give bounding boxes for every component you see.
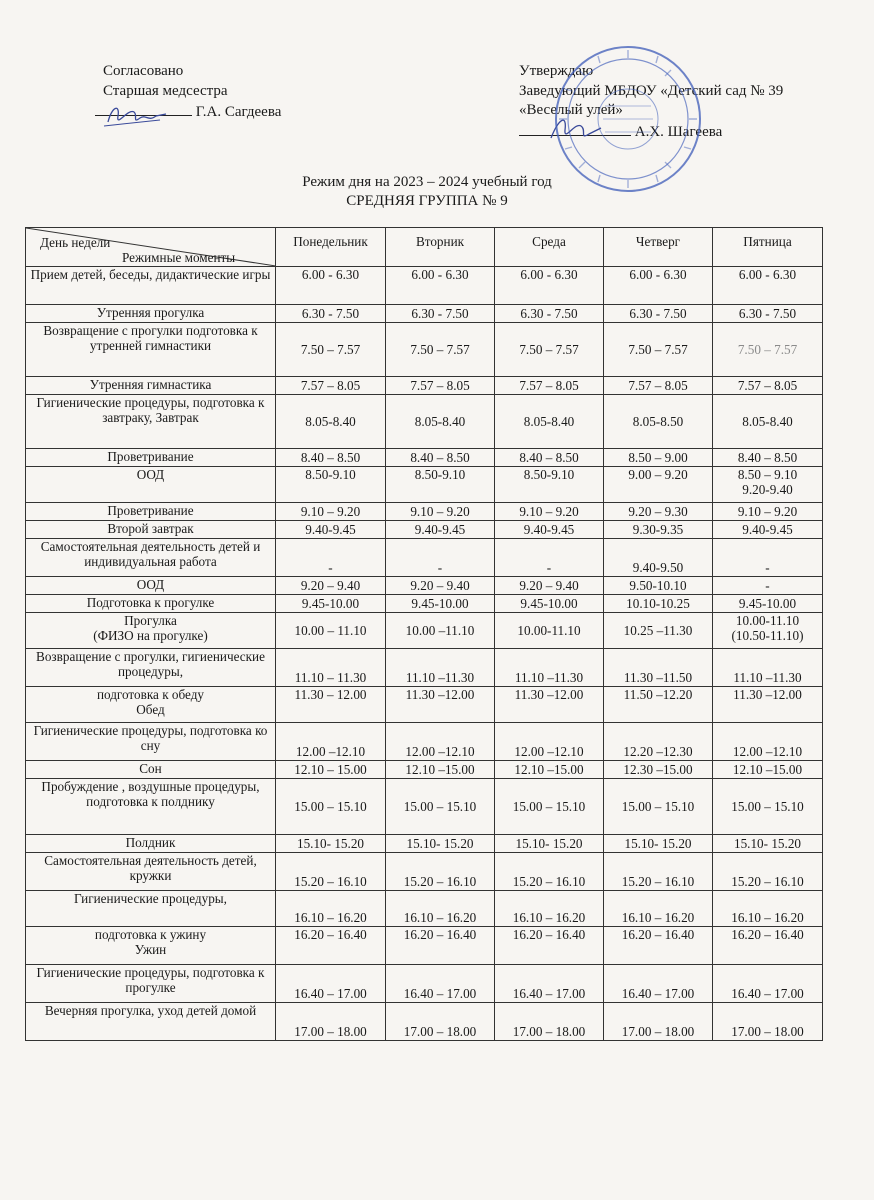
time-cell: 11.30 – 12.00 [276, 687, 386, 723]
table-row [26, 779, 823, 835]
time-cell: 11.30 –12.00 [495, 687, 604, 723]
approval-right-name: А.Х. Шагеева [634, 123, 723, 140]
time-cell: 8.50-9.10 [276, 467, 386, 503]
time-cell: 16.40 – 17.00 [713, 965, 823, 1003]
time-cell: 16.10 – 16.20 [495, 891, 604, 927]
time-cell: 9.40-9.45 [276, 521, 386, 539]
moment-cell: Гигиенические процедуры, подготовка ко сну [26, 723, 276, 761]
table-row [26, 503, 823, 521]
time-cell: 9.45-10.00 [386, 595, 495, 613]
table-row [26, 395, 823, 449]
time-cell: 15.00 – 15.10 [386, 779, 495, 835]
time-cell: 15.00 – 15.10 [713, 779, 823, 835]
table-row [26, 323, 823, 377]
time-cell: 9.45-10.00 [276, 595, 386, 613]
official-stamp-icon [553, 44, 703, 194]
time-cell: 12.10 –15.00 [713, 761, 823, 779]
moment-cell: Сон [26, 761, 276, 779]
time-cell: 7.50 – 7.57 [495, 323, 604, 377]
time-cell: 16.10 – 16.20 [604, 891, 713, 927]
moment-cell: Самостоятельная деятельность детей и индивидуальная работа [26, 539, 276, 577]
moment-cell: Проветривание [26, 449, 276, 467]
time-cell: 12.00 –12.10 [495, 723, 604, 761]
time-cell: 6.30 - 7.50 [276, 305, 386, 323]
time-cell: 9.20 – 9.40 [386, 577, 495, 595]
time-cell: 8.05-8.40 [495, 395, 604, 449]
time-cell: 12.00 –12.10 [713, 723, 823, 761]
moment-text-extra: Ужин [134, 942, 167, 957]
approval-right-role: Заведующий МБДОУ «Детский сад № 39 [519, 82, 784, 99]
moment-cell: Гигиенические процедуры, [26, 891, 276, 927]
table-row [26, 595, 823, 613]
day-header: Среда [495, 228, 604, 267]
time-cell: 15.10- 15.20 [276, 835, 386, 853]
table-row [26, 521, 823, 539]
time-cell: 16.10 – 16.20 [713, 891, 823, 927]
moment-text: Прогулка [124, 613, 177, 628]
time-cell: 6.00 - 6.30 [276, 267, 386, 305]
time-cell: 16.20 – 16.40 [276, 927, 386, 965]
time-cell: 8.50-9.10 [386, 467, 495, 503]
day-header: Четверг [604, 228, 713, 267]
time-cell: 15.10- 15.20 [386, 835, 495, 853]
time-cell: 15.20 – 16.10 [713, 853, 823, 891]
time-cell: 15.10- 15.20 [495, 835, 604, 853]
time-cell: 6.30 - 7.50 [604, 305, 713, 323]
time-cell: 9.40-9.45 [386, 521, 495, 539]
time-cell: 12.10 – 15.00 [276, 761, 386, 779]
table-row [26, 891, 823, 927]
time-cell: 17.00 – 18.00 [386, 1003, 495, 1041]
time-cell: 6.30 - 7.50 [495, 305, 604, 323]
moment-text: подготовка к ужину [94, 927, 207, 942]
moment-cell: Возвращение с прогулки, гигиенические процедуры, [26, 649, 276, 687]
time-cell: 12.00 –12.10 [276, 723, 386, 761]
time-cell: 11.10 –11.30 [386, 649, 495, 687]
moment-cell: Проветривание [26, 503, 276, 521]
time-cell: 9.30-9.35 [604, 521, 713, 539]
table-row [26, 449, 823, 467]
time-value-extra: (10.50-11.10) [731, 628, 804, 643]
time-cell: 15.20 – 16.10 [276, 853, 386, 891]
time-value: 8.50 – 9.10 [737, 467, 798, 482]
moment-cell: Гигиенические процедуры, подготовка к прогулке [26, 965, 276, 1003]
time-cell: 11.10 –11.30 [713, 649, 823, 687]
time-cell: 16.20 – 16.40 [495, 927, 604, 965]
moment-text-extra: Обед [136, 702, 165, 717]
time-cell: 7.57 – 8.05 [386, 377, 495, 395]
table-row [26, 613, 823, 649]
time-cell: 6.30 - 7.50 [386, 305, 495, 323]
time-cell: 7.57 – 8.05 [713, 377, 823, 395]
time-value: 10.00-11.10 [735, 613, 800, 628]
time-cell: 6.00 - 6.30 [386, 267, 495, 305]
time-cell: 8.05-8.40 [386, 395, 495, 449]
time-cell: 11.10 – 11.30 [276, 649, 386, 687]
time-cell: 10.10-10.25 [604, 595, 713, 613]
time-cell: 15.20 – 16.10 [495, 853, 604, 891]
time-cell: 11.50 –12.20 [604, 687, 713, 723]
time-cell: 7.57 – 8.05 [495, 377, 604, 395]
table-header-row [26, 228, 823, 267]
moment-cell: Прием детей, беседы, дидактические игры [26, 267, 276, 305]
time-cell: 15.10- 15.20 [604, 835, 713, 853]
time-cell: - [495, 539, 604, 577]
corner-cell [26, 228, 276, 267]
time-cell: 8.40 – 8.50 [276, 449, 386, 467]
table-row [26, 1003, 823, 1041]
time-cell: 8.40 – 8.50 [495, 449, 604, 467]
moment-cell: ООД [26, 577, 276, 595]
table-row [26, 927, 823, 965]
time-cell: 16.20 – 16.40 [713, 927, 823, 965]
time-cell [713, 613, 823, 649]
moment-cell: Гигиенические процедуры, подготовка к завтраку, Завтрак [26, 395, 276, 449]
time-cell: 10.25 –11.30 [604, 613, 713, 649]
approval-right-org: «Веселый улей» [519, 102, 623, 118]
corner-bottom-label: Режимные моменты [122, 250, 236, 265]
time-cell: 16.20 – 16.40 [604, 927, 713, 965]
time-cell: - [276, 539, 386, 577]
time-cell: 9.50-10.10 [604, 577, 713, 595]
time-cell: 9.10 – 9.20 [495, 503, 604, 521]
time-cell: 8.05-8.40 [713, 395, 823, 449]
moment-cell: Самостоятельная деятельность детей, кружки [26, 853, 276, 891]
time-cell: 16.40 – 17.00 [604, 965, 713, 1003]
table-row [26, 687, 823, 723]
moment-cell: Второй завтрак [26, 521, 276, 539]
time-cell: 6.00 - 6.30 [713, 267, 823, 305]
moment-cell [26, 613, 276, 649]
approval-left-role: Старшая медсестра [103, 82, 228, 99]
table-row [26, 649, 823, 687]
corner-top-label: День недели [40, 235, 111, 250]
time-cell: 9.20 – 9.40 [495, 577, 604, 595]
time-cell: 8.50 – 9.00 [604, 449, 713, 467]
time-cell: 17.00 – 18.00 [495, 1003, 604, 1041]
time-cell: 9.20 – 9.30 [604, 503, 713, 521]
time-cell: 11.30 –12.00 [386, 687, 495, 723]
table-row [26, 835, 823, 853]
document-subtitle: СРЕДНЯЯ ГРУППА № 9 [346, 193, 508, 209]
time-cell: 15.20 – 16.10 [386, 853, 495, 891]
time-cell: 9.20 – 9.40 [276, 577, 386, 595]
time-cell: 11.30 –12.00 [713, 687, 823, 723]
moment-cell: ООД [26, 467, 276, 503]
time-cell: 16.10 – 16.20 [276, 891, 386, 927]
time-cell: 9.10 – 9.20 [713, 503, 823, 521]
table-row [26, 377, 823, 395]
time-cell: 17.00 – 18.00 [604, 1003, 713, 1041]
time-cell: 9.45-10.00 [713, 595, 823, 613]
approval-right-title: Утверждаю [519, 63, 594, 79]
moment-cell: Пробуждение , воздушные процедуры, подготовка к полднику [26, 779, 276, 835]
time-cell: 12.30 –15.00 [604, 761, 713, 779]
time-cell: 9.40-9.45 [495, 521, 604, 539]
time-cell: 8.50-9.10 [495, 467, 604, 503]
day-header: Вторник [386, 228, 495, 267]
time-cell: 16.40 – 17.00 [276, 965, 386, 1003]
time-cell: 6.00 - 6.30 [604, 267, 713, 305]
time-cell: 7.57 – 8.05 [604, 377, 713, 395]
time-cell: 11.30 –11.50 [604, 649, 713, 687]
time-cell: 15.20 – 16.10 [604, 853, 713, 891]
time-cell: 16.10 – 16.20 [386, 891, 495, 927]
time-cell: 12.10 –15.00 [386, 761, 495, 779]
time-cell: 7.57 – 8.05 [276, 377, 386, 395]
time-cell: 6.00 - 6.30 [495, 267, 604, 305]
time-cell: 10.00 – 11.10 [276, 613, 386, 649]
schedule-table [25, 227, 823, 1041]
approval-left-name: Г.А. Сагдеева [195, 104, 282, 120]
time-cell: 11.10 –11.30 [495, 649, 604, 687]
table-row [26, 305, 823, 323]
moment-text: подготовка к обеду [96, 687, 205, 702]
time-cell: 9.45-10.00 [495, 595, 604, 613]
time-cell: 10.00 –11.10 [386, 613, 495, 649]
table-row [26, 853, 823, 891]
time-cell: - [386, 539, 495, 577]
time-cell: 15.00 – 15.10 [276, 779, 386, 835]
time-cell: 9.00 – 9.20 [604, 467, 713, 503]
time-cell: 12.20 –12.30 [604, 723, 713, 761]
time-cell: - [713, 577, 823, 595]
time-cell: 10.00-11.10 [495, 613, 604, 649]
time-cell: 17.00 – 18.00 [276, 1003, 386, 1041]
time-cell: 8.05-8.40 [276, 395, 386, 449]
document-title: Режим дня на 2023 – 2024 учебный год [302, 174, 552, 190]
table-row [26, 267, 823, 305]
time-cell: 7.50 – 7.57 [713, 323, 823, 377]
moment-cell [26, 687, 276, 723]
time-cell: 7.50 – 7.57 [604, 323, 713, 377]
time-cell: 8.40 – 8.50 [386, 449, 495, 467]
time-cell: 9.40-9.50 [604, 539, 713, 577]
left-signature-icon [100, 100, 170, 132]
time-cell: 7.50 – 7.57 [386, 323, 495, 377]
time-cell: 16.40 – 17.00 [386, 965, 495, 1003]
table-row [26, 539, 823, 577]
table-row [26, 467, 823, 503]
moment-text-extra: (ФИЗО на прогулке) [93, 628, 208, 643]
day-header: Понедельник [276, 228, 386, 267]
time-cell: 15.10- 15.20 [713, 835, 823, 853]
table-row [26, 965, 823, 1003]
time-cell: - [713, 539, 823, 577]
moment-cell [26, 927, 276, 965]
time-cell: 15.00 – 15.10 [495, 779, 604, 835]
moment-cell: Вечерняя прогулка, уход детей домой [26, 1003, 276, 1041]
time-cell: 7.50 – 7.57 [276, 323, 386, 377]
moment-cell: Утренняя прогулка [26, 305, 276, 323]
time-cell: 6.30 - 7.50 [713, 305, 823, 323]
time-cell: 12.00 –12.10 [386, 723, 495, 761]
time-cell: 8.05-8.50 [604, 395, 713, 449]
time-cell: 9.10 – 9.20 [386, 503, 495, 521]
table-row [26, 761, 823, 779]
time-cell: 16.20 – 16.40 [386, 927, 495, 965]
time-cell [713, 467, 823, 503]
time-cell: 9.10 – 9.20 [276, 503, 386, 521]
day-header: Пятница [713, 228, 823, 267]
approval-left-title: Согласовано [103, 63, 184, 79]
moment-cell: Подготовка к прогулке [26, 595, 276, 613]
time-cell: 16.40 – 17.00 [495, 965, 604, 1003]
moment-cell: Возвращение с прогулки подготовка к утренней гимнастики [26, 323, 276, 377]
moment-cell: Утренняя гимнастика [26, 377, 276, 395]
time-cell: 17.00 – 18.00 [713, 1003, 823, 1041]
time-cell: 9.40-9.45 [713, 521, 823, 539]
time-value-extra: 9.20-9.40 [742, 482, 793, 497]
table-row [26, 577, 823, 595]
moment-cell: Полдник [26, 835, 276, 853]
time-cell: 15.00 – 15.10 [604, 779, 713, 835]
table-row [26, 723, 823, 761]
time-cell: 8.40 – 8.50 [713, 449, 823, 467]
time-cell: 12.10 –15.00 [495, 761, 604, 779]
